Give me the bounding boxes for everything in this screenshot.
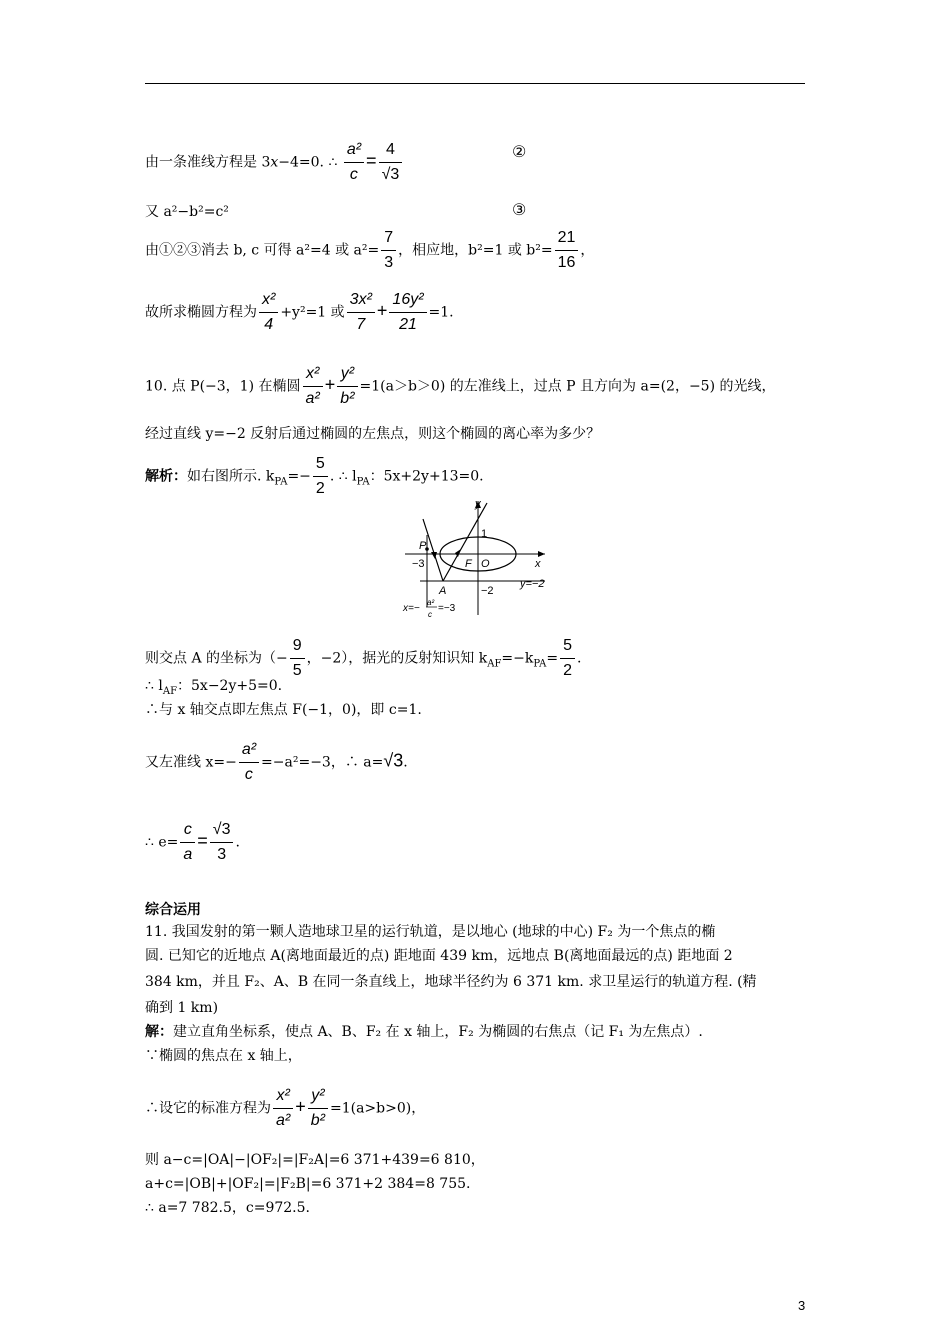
- question-10-cont: 经过直线 y=−2 反射后通过椭圆的左焦点，则这个椭圆的离心率为多少？: [145, 426, 601, 442]
- num: 5: [313, 452, 328, 477]
- num: 5: [560, 634, 575, 659]
- line-focus: ∴与 x 轴交点即左焦点 F(−1，0)，即 c=1.: [145, 702, 422, 718]
- fraction-y2-b2: [337, 362, 357, 411]
- label-a2: a²: [427, 598, 435, 607]
- ellipse-reflection-figure: [395, 497, 555, 619]
- text: =: [546, 650, 559, 667]
- den: 3: [384, 254, 394, 271]
- sqrt3: √3: [383, 750, 404, 771]
- plus: +: [295, 1096, 306, 1117]
- fraction-3x2-7: [347, 288, 375, 337]
- num: 9: [290, 634, 305, 659]
- label-x: x: [535, 558, 541, 570]
- num: 3x²: [347, 288, 375, 313]
- line-solve: [145, 226, 594, 275]
- line-eccentricity: [145, 818, 240, 867]
- den: 2: [563, 662, 573, 679]
- fraction-x2-a2: [303, 362, 323, 411]
- den: a: [183, 846, 193, 863]
- label-f: F: [465, 558, 472, 570]
- fraction-5-2: [560, 634, 575, 683]
- text: . ∴ l: [329, 468, 357, 485]
- text: .: [403, 754, 408, 771]
- equals: =: [197, 830, 208, 851]
- line-abc: 又 a²−b²=c²: [145, 204, 229, 220]
- den: 2: [315, 480, 325, 497]
- equals: =: [366, 150, 377, 171]
- x-axis-arrow-icon: [538, 551, 545, 557]
- text: 由①②③消去 b, c 可得 a²=4 或 a²=: [145, 242, 380, 259]
- den: 21: [399, 316, 417, 333]
- solution-label: 解：: [145, 1024, 173, 1040]
- den: b²: [310, 1112, 325, 1129]
- num: √3: [210, 818, 234, 843]
- den: 7: [356, 316, 366, 333]
- text: ∴设它的标准方程为: [145, 1100, 271, 1117]
- den: 3: [217, 846, 227, 863]
- num: 4: [379, 138, 403, 163]
- label-c: c: [428, 610, 432, 619]
- label-eq-neg3: =−3: [438, 603, 456, 614]
- label-1: 1: [481, 528, 488, 540]
- label-neg2: −2: [481, 585, 494, 597]
- text: 又左准线 x=−: [145, 754, 237, 771]
- den: √3: [381, 166, 400, 183]
- question-11-line-4: 确到 1 km): [145, 1000, 219, 1016]
- section-heading: 综合运用: [145, 902, 201, 918]
- question-11-line-1: 11. 我国发射的第一颗人造地球卫星的运行轨道，是以地心 (地球的中心) F₂ 为一个焦点的椭: [145, 924, 716, 940]
- solution-11-line-6: ∴ a=7 782.5，c=972.5.: [145, 1200, 310, 1216]
- den: 4: [264, 316, 274, 333]
- fraction-21-16: [555, 226, 579, 275]
- text: .: [235, 834, 240, 851]
- text: 则交点 A 的坐标为（−: [145, 650, 288, 667]
- num: c: [180, 818, 195, 843]
- text: =−k: [501, 650, 534, 667]
- subscript: AF: [162, 685, 178, 697]
- text: 故所求椭圆方程为: [145, 304, 257, 321]
- eq-marker-2: ②: [512, 142, 527, 161]
- text: ：5x+2y+13=0.: [369, 468, 484, 485]
- subscript: AF: [487, 658, 502, 670]
- den: b²: [340, 390, 355, 407]
- ray-arrow-icon: [455, 549, 461, 557]
- solution-11-line-3: [145, 1084, 425, 1133]
- plus: +: [376, 300, 388, 321]
- subscript: PA: [274, 476, 288, 488]
- den: 16: [557, 254, 576, 271]
- fraction-16y2-21: [389, 288, 426, 337]
- label-y-eq-neg2: y=−2: [520, 578, 545, 590]
- den: c: [349, 166, 358, 183]
- fraction-c-a: [180, 818, 195, 867]
- fraction-a2-c: [344, 138, 364, 187]
- label-neg3: −3: [412, 558, 425, 570]
- solution-label: 解析：: [145, 468, 187, 485]
- num: a²: [239, 738, 259, 763]
- fraction-y2-b2: [308, 1084, 328, 1133]
- text: =1(a>b>0)，: [329, 1100, 426, 1117]
- subscript: PA: [356, 476, 370, 488]
- solution-11-line-4: 则 a−c=|OA|−|OF₂|=|F₂A|=6 371+439=6 810，: [145, 1152, 485, 1168]
- fraction-4-root3: [379, 138, 403, 187]
- question-11-line-3: 384 km，并且 F₂、A、B 在同一条直线上，地球半径约为 6 371 km. 求卫星运行的轨道方程. (精: [145, 974, 757, 990]
- text: =−a²=−3，∴ a=: [261, 754, 384, 771]
- solution-11: [145, 1022, 703, 1042]
- solution-11-line-2: ∵椭圆的焦点在 x 轴上，: [145, 1048, 302, 1064]
- text: ，: [580, 242, 595, 259]
- fraction-x2-a2: [273, 1084, 293, 1133]
- fraction-x2-4: [259, 288, 278, 337]
- text: 10. 点 P(−3，1) 在椭圆: [145, 378, 301, 395]
- den: 5: [292, 662, 302, 679]
- text: ∴ e=: [145, 834, 179, 851]
- plus: +: [324, 374, 336, 395]
- var-x: x: [270, 154, 279, 171]
- line-answer: [145, 288, 454, 337]
- text: 如右图所示. k: [187, 468, 275, 485]
- label-p: P: [419, 540, 427, 552]
- solution-11-line-5: a+c=|OB|+|OF₂|=|F₂B|=6 371+2 384=8 755.: [145, 1176, 471, 1192]
- text: +y²=1 或: [280, 304, 345, 321]
- label-o: O: [481, 558, 490, 570]
- text: =−: [287, 468, 311, 485]
- num: y²: [337, 362, 357, 387]
- num: y²: [308, 1084, 328, 1109]
- den: a²: [276, 1112, 291, 1129]
- num: x²: [303, 362, 323, 387]
- text: ，相应地，b²=1 或 b²=: [398, 242, 553, 259]
- num: x²: [259, 288, 278, 313]
- den: c: [244, 766, 253, 783]
- text: =1.: [428, 304, 454, 321]
- line-directrix: [145, 138, 404, 187]
- line-laf: [145, 676, 282, 702]
- fraction-a2-c: [239, 738, 259, 787]
- header-rule: [145, 83, 805, 84]
- line-left-directrix: [145, 738, 408, 787]
- label-a: A: [439, 585, 447, 597]
- label-directrix: x=−: [403, 603, 420, 614]
- num: x²: [273, 1084, 293, 1109]
- text: ，−2），据光的反射知识知 k: [306, 650, 488, 667]
- eq-marker-3: ③: [512, 200, 527, 219]
- num: 21: [555, 226, 579, 251]
- text: ∴ l: [145, 678, 163, 694]
- fraction-9-5: [290, 634, 305, 683]
- fraction-root3-3: [210, 818, 234, 867]
- label-y: y: [475, 498, 481, 510]
- question-11-line-2: 圆. 已知它的近地点 A(离地面最近的点) 距地面 439 km，远地点 B(离地面最远的点) 距地面 2: [145, 948, 733, 964]
- text: 建立直角坐标系，使点 A、B、F₂ 在 x 轴上，F₂ 为椭圆的右焦点（记 F₁ 为左焦点）.: [173, 1024, 703, 1040]
- text: ：5x−2y+5=0.: [177, 678, 283, 694]
- fraction-7-3: [381, 226, 396, 275]
- text: −4=0. ∴: [278, 154, 338, 171]
- question-10: [145, 362, 776, 411]
- text: 由一条准线方程是 3: [145, 154, 271, 171]
- fraction-5-2: [313, 452, 328, 501]
- solution-10: [145, 452, 484, 501]
- den: a²: [305, 390, 320, 407]
- num: 16y²: [389, 288, 426, 313]
- page-number: 3: [798, 1298, 806, 1313]
- num: a²: [344, 138, 364, 163]
- text: =1(a＞b＞0) 的左准线上，过点 P 且方向为 a=(2，−5) 的光线，: [359, 378, 776, 395]
- subscript: PA: [533, 658, 547, 670]
- num: 7: [381, 226, 396, 251]
- text: .: [577, 650, 582, 667]
